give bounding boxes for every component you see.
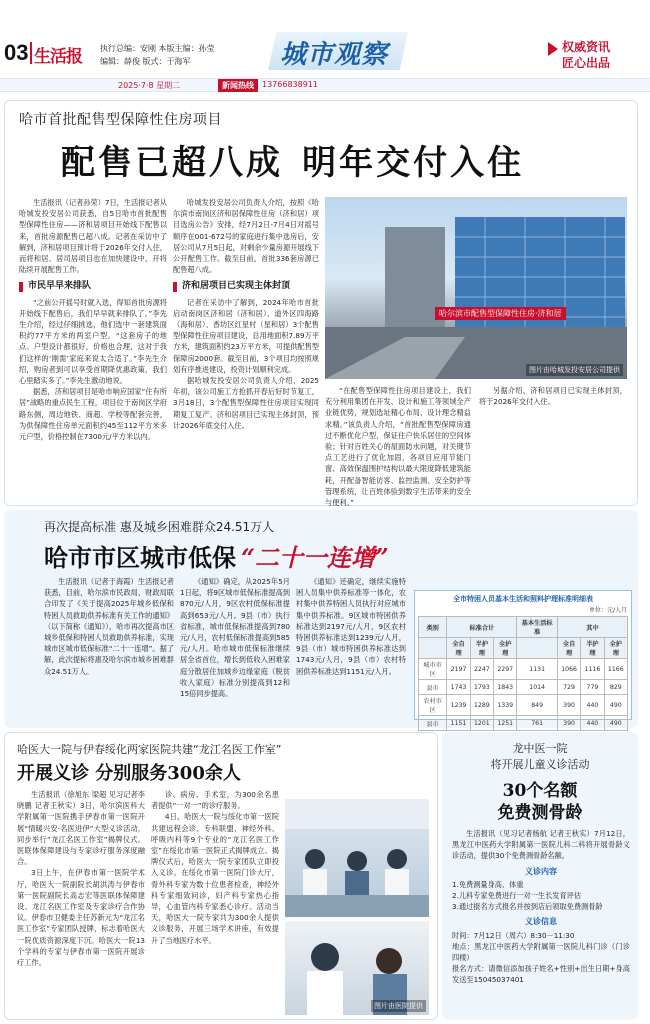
body-paragraph: 《通知》还确定，继续实施特困人员集中供养标准等一体化，农村集中供养特困人员执行对应城市集中供养标准。9区城市特困供养标准达到2197元/人月，9区农村特困供养标准达到1239元/人月，9县（市）城市特困供养标准达到1743元/人月，9县（市）农村特困供养标准达到1151元/人月。: [296, 577, 406, 676]
table-header-cell: 全护理: [494, 638, 517, 659]
table-cell: 490: [604, 695, 627, 716]
photo-banner: 哈尔滨市配售型保障性住房·济和居: [435, 307, 566, 320]
subhead-info: 义诊信息: [525, 917, 557, 927]
subhead-topping-out: 济和居项目已实现主体封顶: [173, 281, 319, 292]
table-cell: 1116: [581, 659, 604, 680]
list-item: 报名方式：请微信添加孩子姓名+性别+出生日期+身高发送至15045037401: [452, 964, 630, 985]
body-paragraph: 据悉，济和居项目是哈市响应国家“住有所居”战略的重点民生工程，项目位于南岗区学府路东侧，周边地铁、商超、学校等配套完善，为供保障性住房单元面积约45至112平方米多元户型，价格控制在7300元/平方米以内。: [19, 387, 167, 442]
slogan-line2: 匠心出品: [562, 56, 611, 70]
subhead-queue: 市民早早来排队: [19, 281, 167, 292]
table-cell: 1066: [557, 659, 580, 680]
table-cell: 县市: [419, 680, 447, 695]
headline: [44, 538, 389, 573]
table-header-row: [419, 638, 628, 659]
table-cell: 1201: [470, 716, 493, 731]
table-header-cell: 全自理: [557, 638, 580, 659]
exec-editor: 执行总编：安刚 本版主编：孙莹: [100, 44, 215, 53]
table-cell: 县市: [419, 716, 447, 731]
table-cell: 1743: [447, 680, 470, 695]
table-row: [419, 695, 628, 716]
body-paragraph: “之前公开摇号时就入选，得知首批房源将开始线下配售后，我们早早就来排队了。”李先生介绍，经过仔细挑选，他们选中一套建筑面积约77平方米的两室户型。“这套房子的地点、户型设计都很好，价格也合理，这对于我们这样的‘刚需’家庭来说太合适了。”李先生介绍，购房者到可以享受首期降优惠政策，我们心里踏实多了。”李先生激动地说。: [19, 297, 167, 386]
body-paragraph: 3日上午，在伊春市第一医院学术厅，哈医大一院副院长胡洪涛与伊春市第一医院副院长高志宏等医联体保障建设、龙江名医工作室及专家诊疗合作协议。伊春市卫健委主任苏新元为“龙江名医工作室”专家团队授牌，标志着哈医大一院优质资源深度下沉。哈医大一院13个学科的专家与伊春市第一医院开展诊疗工作。: [17, 868, 145, 968]
table-cell: 1014: [517, 680, 558, 695]
date-strip: [0, 78, 650, 92]
list-item: 1.免费测量身高、体重: [452, 879, 524, 889]
table-header-cell: 半护理: [470, 638, 493, 659]
article-kicker: 再次提高标准 惠及城乡困难群众24.51万人: [44, 520, 275, 534]
body-paragraph: 生活报讯（记者于海霞）生活报记者获悉，目前，哈尔滨市民政局、财政局联合印发了《关于提高2025年城乡低保和特困人员救助供养标准有关工作的通知》（以下简称《通知》），哈市再次提高市区城乡低保和特困人员救助供养标准，实现城市区城市低保标准“二十一连增”。据了解，此次提标将惠及哈尔滨市城乡困难群众24.51万人。: [44, 577, 174, 676]
table-cell: 1251: [494, 716, 517, 731]
body-paragraph: 记者在采访中了解到，2024年哈市首批启动南岗区济和居（济和居）、道外区四海路（海和居）、香坊区红星村（星和居）3个配售型保障性住房项目建设，总用地面积7.89万平方米，建筑面积约23万平方米，可提供配售型保障房2000套。截至目前，3个项目均按照规划有序推进建设，投资计划顺利完成。: [173, 297, 319, 374]
table-cell: 761: [517, 716, 558, 731]
list-item: 2.儿科专家免费进行一对一生长发育评估: [452, 891, 582, 901]
table-cell: 1239: [447, 695, 470, 716]
headline-part-a: 哈市市区城市低保: [44, 543, 236, 572]
table-row: [419, 659, 628, 680]
table-header-row: [419, 617, 628, 638]
article4-body: [452, 828, 630, 1016]
table-cell: 779: [581, 680, 604, 695]
table-header-cell: [517, 638, 558, 659]
article3-col2: [151, 789, 279, 1015]
table-header-cell: 全自理: [447, 638, 470, 659]
table-cell: 1289: [470, 695, 493, 716]
table-cell: 440: [581, 716, 604, 731]
issue-date: 2025·7·8 星期二: [118, 81, 181, 90]
article1-col3: [325, 385, 471, 508]
slogan-line1: 权威资讯: [562, 40, 611, 54]
medical-photo-top-illustration: [285, 799, 429, 917]
article-kicker-b: 将开展儿童义诊活动: [490, 758, 590, 771]
headline-part-b: 明年交付入住: [302, 143, 525, 183]
table-cell: 849: [517, 695, 558, 716]
medical-photo-top: [285, 799, 429, 917]
headline-b: 免费测骨龄: [497, 803, 583, 823]
housing-photo-illustration: [325, 197, 627, 379]
table-row: [419, 716, 628, 731]
article2-col3: [296, 576, 406, 724]
subhead-content: 义诊内容: [525, 866, 557, 876]
table-header-cell: 标准合计: [447, 617, 517, 638]
article1-col1: [19, 197, 167, 497]
table-cell: 829: [604, 680, 627, 695]
article-kicker: 哈医大一院与伊春绥化两家医院共建“龙江名医工作室”: [17, 743, 282, 756]
body-paragraph: 4日，哈医大一院与绥化市第一医院共建远程会诊、专科联盟、神经外科、呼吸内科等9个专业的“龙江名医工作室”在绥化市第一医院正式揭牌成立。揭牌仪式后，哈医大一院专家团队立即投入义诊。在绥化市第一医院门诊大厅，骨外科专家为数十位患者检查，神经外科专家细致问诊，妇产科专家热心指导，心血管内科专家悉心诊疗。活动当天，哈医大一院专家共为300余人提供义诊服务，开展三场学术讲座，有效提升了当地医疗水平。: [151, 812, 279, 945]
table-cell: 729: [557, 680, 580, 695]
body-paragraph: 生活报讯（见习记者杨航 记者王秋实）7月12日，黑龙江中医药大学附属第一医院儿科二科将开展骨龄义诊活动，提供30个免费测骨龄名额。: [452, 829, 630, 861]
list-item: 地点：黑龙江中医药大学附属第一医院儿科门诊（门诊四楼）: [452, 941, 630, 963]
table-header-cell: 其中: [557, 617, 627, 638]
table-cell: 城市市区: [419, 659, 447, 680]
table-cell: 440: [581, 695, 604, 716]
article-kicker-a: 龙中医一院: [512, 742, 568, 755]
article3-col1: [17, 789, 145, 1015]
list-item: 3.通过报名方式报名并按到店后领取免费测骨龄: [452, 902, 603, 912]
standards-table-box: [414, 590, 632, 728]
headline-part-b: “二十一连增”: [241, 543, 389, 572]
headline: 开展义诊 分别服务300余人: [17, 763, 241, 784]
table-title: 全市特困人员基本生活和照料护理标准明细表: [453, 595, 593, 603]
table-header-cell: 基本生活标准: [517, 617, 558, 638]
body-paragraph: “在配售型保障性住房项目建设上，我们充分利用集团在开发、设计和施工等领域全产业链优势，规划选址精心布局、设计理念精益求精。”该负责人介绍，“首批配售型保障房通过不断优化户型，保证住户快乐居住的空间体验；针对百姓关心的屋面防水问题，对关键节点工艺进行了优化加固，各项目应用节能门窗、高效保温围护结构以最大限度降低建筑能耗，开配备智能访客、监控监测、安全防护等管理系统，让百姓体验到数字生活带来的安全与便利。”: [325, 386, 471, 508]
table-header-cell: [419, 638, 447, 659]
standards-table: [418, 616, 628, 731]
body-paragraph: 生活报讯（徐旭东 梁超 见习记者李晓鹏 记者王秋实）3日，哈尔滨医科大学附属第一医院携手伊春市第一医院开展“情暖兴安·名医进伊”大型义诊活动，同步举行“龙江名医工作室”揭牌仪式。医联体保障建设与专家诊疗服务深度融合。: [17, 790, 145, 867]
hotline-label: 新闻热线: [218, 79, 258, 92]
table-header-cell: 类别: [419, 617, 447, 638]
article-kicker: 哈市首批配售型保障性住房项目: [19, 112, 222, 128]
table-cell: 490: [604, 716, 627, 731]
section-title: 城市观察: [280, 40, 389, 70]
table-cell: 1166: [604, 659, 627, 680]
table-cell: 1151: [447, 716, 470, 731]
table-cell: 1793: [470, 680, 493, 695]
table-cell: 1339: [494, 695, 517, 716]
hotline-number: 13766838911: [262, 80, 318, 89]
masthead: [0, 0, 650, 98]
body-paragraph: 哈城发投安居公司负责人介绍，按照《哈尔滨市南岗区济和居保障性住房（济和居）项目选房公告》安排，经7月2日-7月4日对摇号顺序在001-672号的家庭进行集中选房后，安居公司从7月5日起，对剩余少量房源开展线下公开配售工作。截至目前，首批336套房源已配售超八成。: [173, 198, 319, 275]
photo-caption: 图片由哈城发投安居公司提供: [526, 364, 623, 376]
paper-logo: 生活报: [34, 47, 82, 67]
body-paragraph: 诊、病房、手术室，为300余名患者提供“一对一”的诊疗服务。: [151, 790, 279, 811]
headline: [61, 135, 524, 184]
headline-a: 30个名额: [502, 781, 578, 801]
body-paragraph: 《通知》确定，从2025年5月1日起，将9区城市低保标准提高到870元/人月，9区农村低保标准提高到653元/人月。9县（市）执行省标准，城市低保标准提高到780元/人月，农村低保标准提高到585元/人月。哈市城市低保标准继续居全省首位，增长到低收入困难家庭分散居住加城乡边缘家庭（脱贫收入家庭）标准分别提高到12和15倍同步提高。: [180, 577, 290, 699]
editors: 编辑：薛俊 版式：于海军: [100, 57, 191, 66]
article-housing: [4, 100, 638, 506]
table-cell: 2297: [494, 659, 517, 680]
table-cell: 2247: [470, 659, 493, 680]
lead-paragraph: 生活报讯（记者孙荣）7日，生活报记者从哈城发投安居公司获悉，自5日哈市首批配售型保障性住房——济和居项目开始线下配售以来，首批房源配售已超八成。记者在采访中了解到，济和居项目预计将于2026年交付入住，而将和居、居司居项目也在加快建设中，开将陆续开展配售工作。: [19, 198, 167, 275]
article2-col1: [44, 576, 174, 724]
slogan-arrow-icon: [548, 42, 558, 56]
housing-photo: [325, 197, 627, 379]
table-cell: 2197: [447, 659, 470, 680]
article1-col2: [173, 197, 319, 497]
table-cell: 1843: [494, 680, 517, 695]
body-paragraph: 据哈城发投安居公司负责人介绍，2025年初，该公司施工方抢抓开春后好时节复工，3月18日，3个配售型保障性住房项目实现同期复工复产。济和居项目已实现主体封顶，预计2026年底交付入住。: [173, 376, 319, 430]
table-header-cell: 全护理: [604, 638, 627, 659]
table-row: [419, 680, 628, 695]
table-header-cell: 半护理: [581, 638, 604, 659]
article-bone-age: [442, 732, 638, 1020]
page-number: 03: [4, 40, 29, 65]
list-item: 时间：7月12日（周六）8:30－11:30: [452, 930, 575, 940]
table-cell: 390: [557, 695, 580, 716]
headline-part-a: 配售已超八成: [61, 143, 283, 183]
masthead-divider: [30, 42, 32, 64]
article1-col4: [479, 385, 627, 501]
article-medical: [4, 732, 438, 1020]
medical-photo-bottom: [285, 921, 429, 1015]
table-unit: 单位：元/人月: [588, 607, 627, 614]
table-cell: 农村市区: [419, 695, 447, 716]
photo-caption: 图片由医院提供: [371, 1000, 426, 1012]
body-paragraph: 另据介绍，济和居项目已实现主体封顶，将于2026年交付入住。: [479, 386, 627, 407]
table-cell: 1131: [517, 659, 558, 680]
table-cell: 390: [557, 716, 580, 731]
article-low-income: [4, 510, 638, 728]
article2-col2: [180, 576, 290, 724]
